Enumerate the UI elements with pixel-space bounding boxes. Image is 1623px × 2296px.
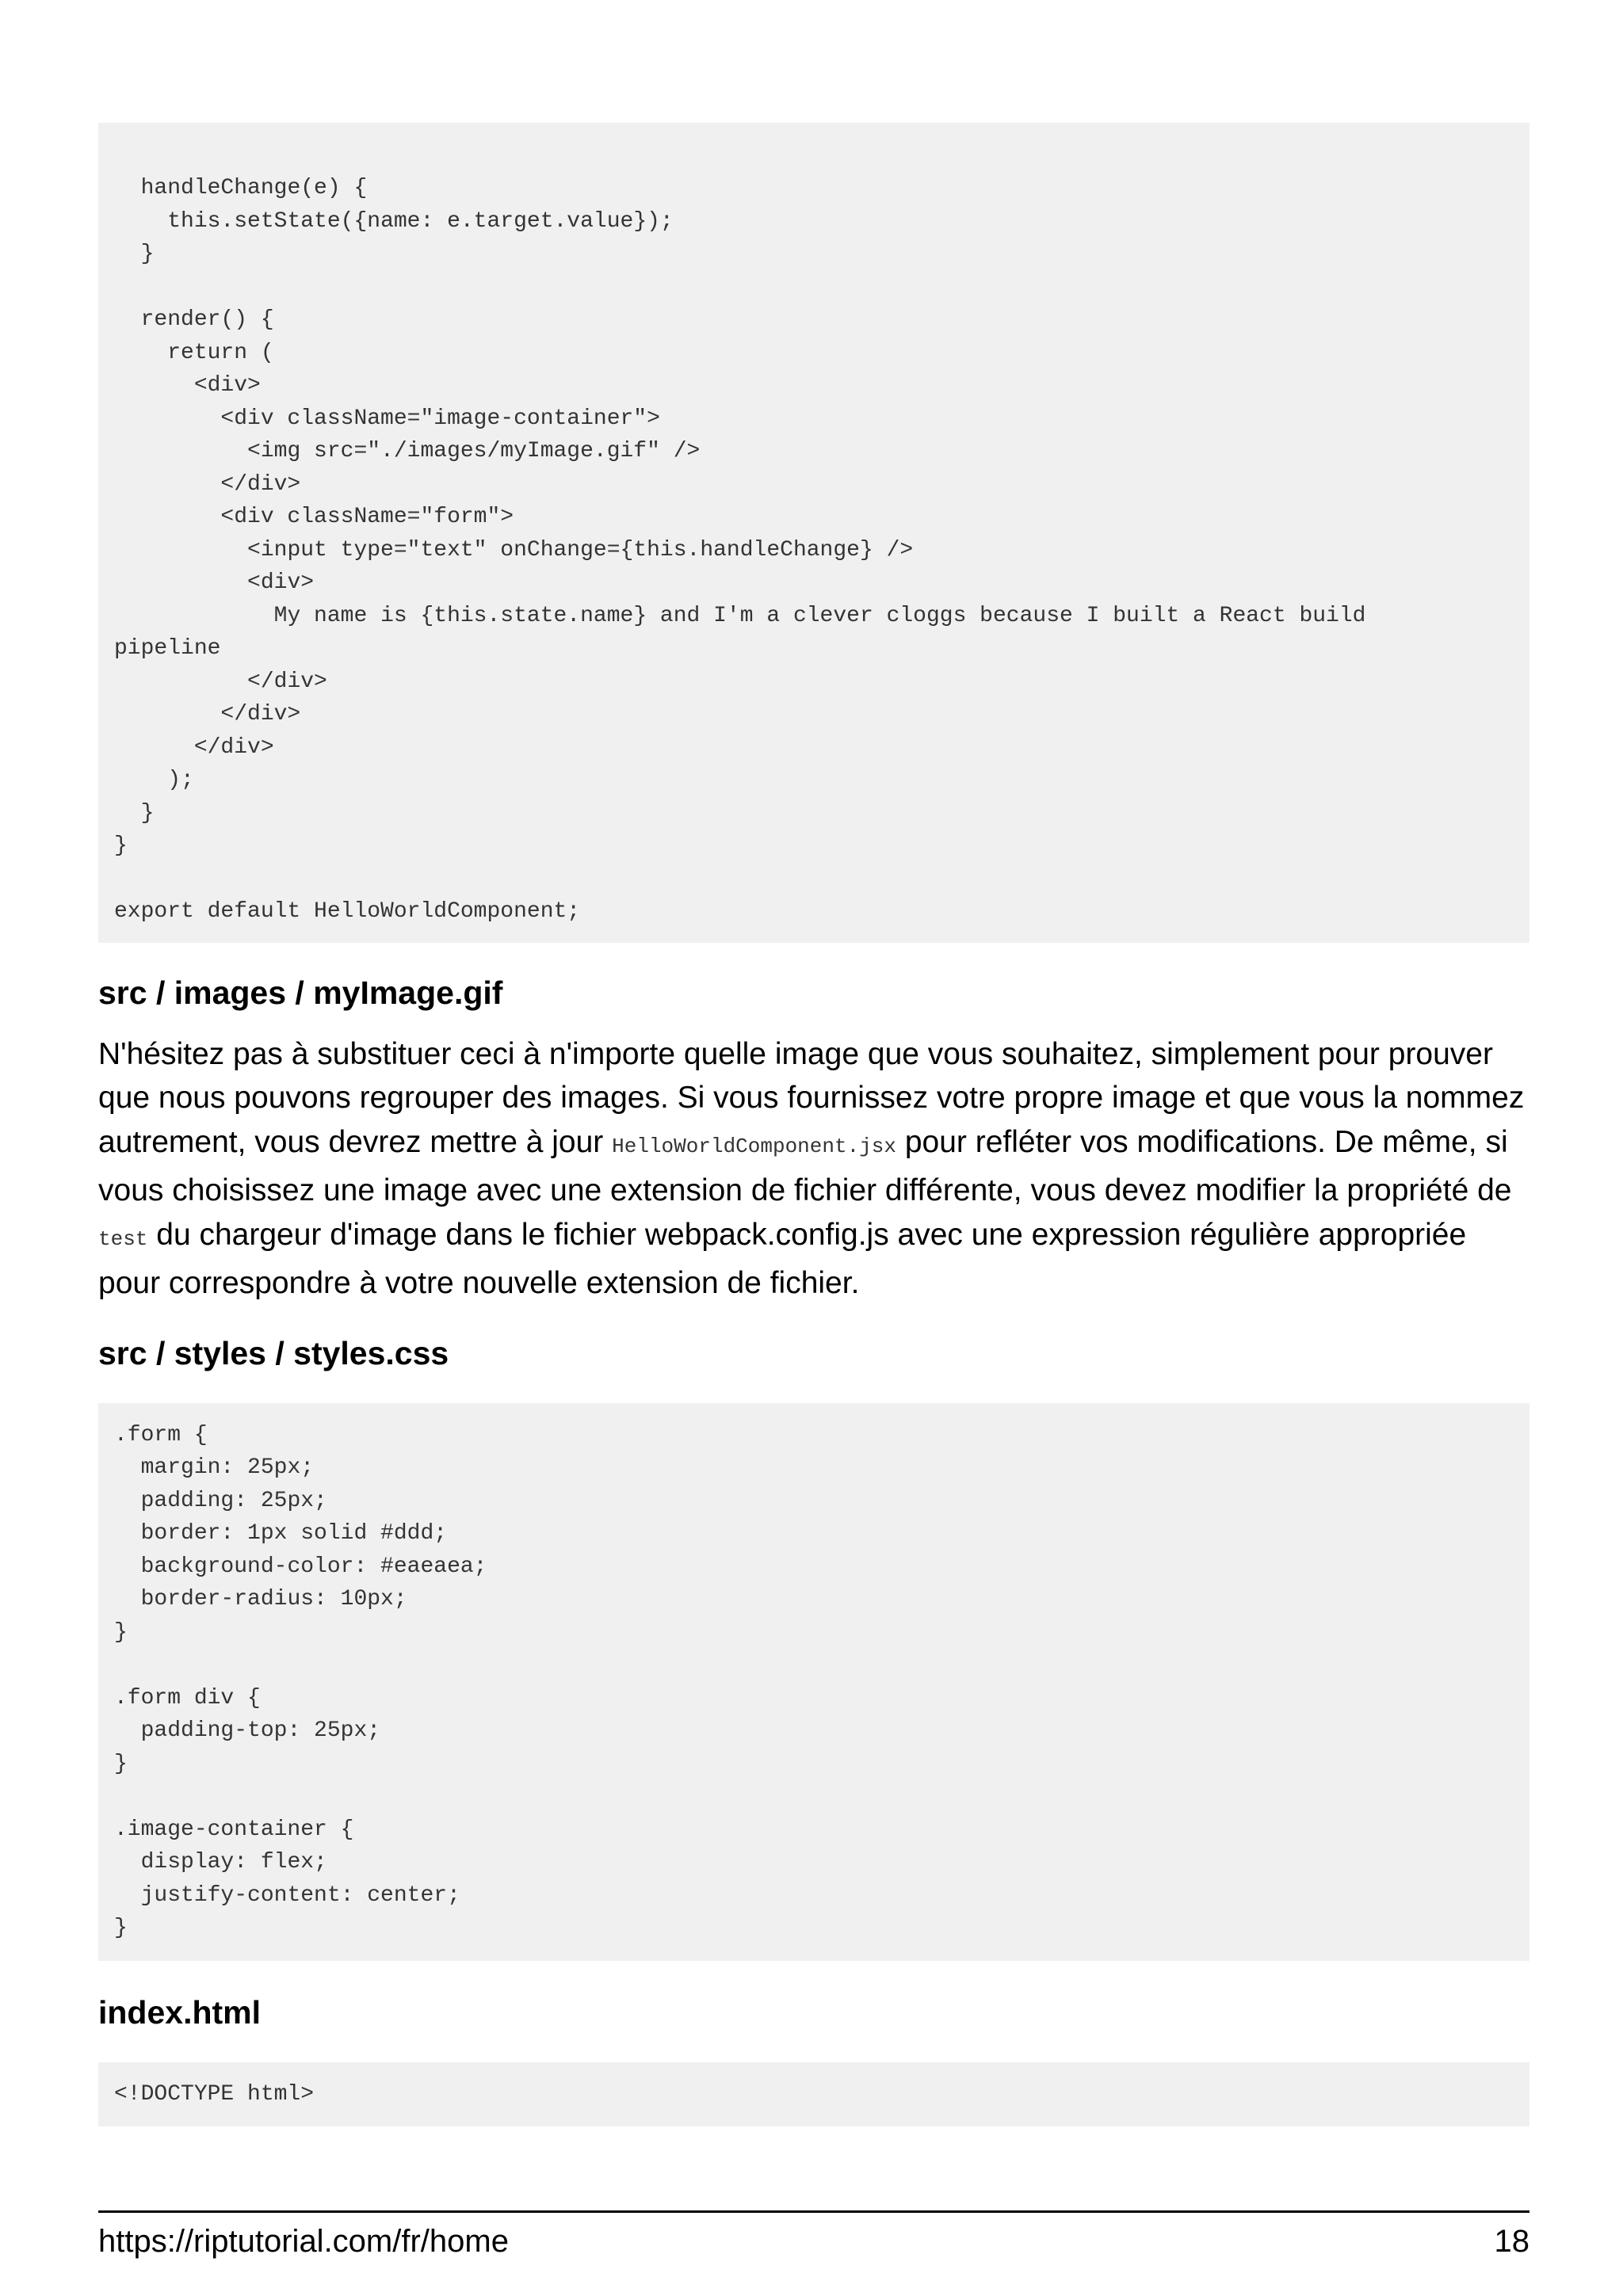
footer-url: https://riptutorial.com/fr/home bbox=[98, 2224, 509, 2259]
heading-image-file: src / images / myImage.gif bbox=[98, 974, 503, 1011]
paragraph-text-1: N'hésitez pas à substituer ceci à n'importe quelle image que vous souhaitez, simplement pour prouver que nous pouvons regrouper des images. Si vous fournissez votre propre image et que vous la nommez autrement, vous devrez mettre à jour bbox=[98, 1036, 1525, 1159]
paragraph-text-3: du chargeur d'image dans le fichier webpack.config.js avec une expression régulière appropriée pour correspondre à votre nouvelle extension de fichier. bbox=[98, 1217, 1467, 1300]
heading-styles-file: src / styles / styles.css bbox=[98, 1334, 449, 1371]
heading-index-file: index.html bbox=[98, 1993, 262, 2031]
code-block-styles: .form { margin: 25px; padding: 25px; border: 1px solid #ddd; background-color: #eaeaea; border-radius: 10px; } .form div { padding-top: 25px; } .image-container { display: flex; justify-content: center; } bbox=[98, 1403, 1529, 1961]
code-block-component: handleChange(e) { this.setState({name: e.target.value}); } render() { return ( <div> <div className="image-container"> <img src="./images/myImage.gif" /> </div> <div className="form"> <input type="text" onChange={this.handleChange} /> <div> My name is {this.state.name} and I'm a clever cloggs because I built a React build pipeline </div> </div> </div> ); } } export default HelloWorldComponent; bbox=[98, 123, 1529, 943]
page-number: 18 bbox=[1494, 2224, 1529, 2259]
code-block-index: <!DOCTYPE html> bbox=[98, 2062, 1529, 2127]
inline-code-component-file: HelloWorldComponent.jsx bbox=[612, 1134, 896, 1158]
inline-code-test: test bbox=[98, 1226, 148, 1251]
page-content bbox=[98, 123, 1529, 2126]
paragraph-text-2: pour refléter vos modifications. De même, si vous choisissez une image avec une extension de fichier différente, vous devez modifier la propriété de bbox=[98, 1124, 1512, 1207]
image-paragraph bbox=[98, 1032, 1529, 1306]
page-footer bbox=[98, 2210, 1529, 2260]
